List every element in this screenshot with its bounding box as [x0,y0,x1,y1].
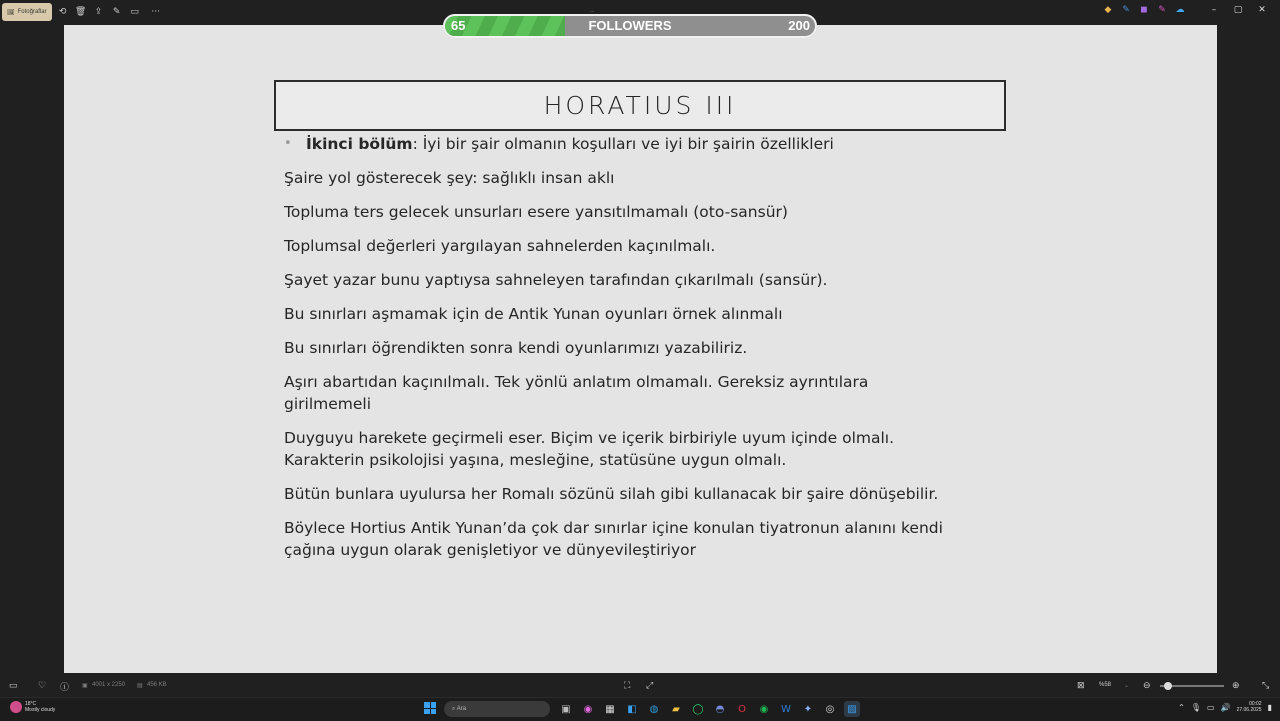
start-button[interactable] [424,702,436,714]
share-icon[interactable]: ⇪ [94,7,103,17]
slide-paragraph: Bu sınırları aşmamak için de Antik Yunan oyunları örnek alınmalı [284,305,783,323]
actual-size-icon[interactable]: ⊠ [1077,680,1085,690]
bullet-text [306,133,834,155]
network-icon[interactable]: ▭ [1207,702,1215,712]
slide-title-box [274,80,1006,131]
tray-app-icon[interactable]: ◼ [1140,5,1148,15]
clock-date: 27.06.2025 [1236,707,1262,713]
zoom-slider-thumb[interactable] [1164,682,1172,690]
tray-app-icon[interactable]: ◆ [1104,5,1112,15]
slide-paragraph: Toplumsal değerleri yargılayan sahnelerden kaçınılmalı. [284,237,716,255]
whatsapp-icon[interactable]: ◯ [692,703,704,715]
speaker-icon[interactable]: 🔊 [1220,702,1231,712]
followers-target: 200 [788,18,810,33]
expand-icon[interactable]: ⤡ [1262,680,1270,690]
followers-label: FOLLOWERS [588,18,672,33]
slide-paragraph: Böylece Hortius Antik Yunan’da çok dar sınırlar içine konulan tiyatronun alanını kendi çağına uygun olarak genişletiyor ve dünyevileştiriyor [284,519,943,559]
clock[interactable] [1237,701,1262,713]
search-icon: ⌕ [452,706,457,712]
image-dimensions: 4001 x 2250 [92,682,126,688]
slide-paragraph: Şayet yazar bunu yaptıysa sahneleyen tarafından çıkarılmalı (sansür). [284,271,828,289]
zoom-out-icon[interactable]: ⊖ [1143,680,1151,690]
image-viewer[interactable] [0,25,1280,673]
info-icon[interactable]: ⓘ [60,682,70,692]
photos-app-icon: 🖼 [7,9,15,16]
weather-temperature: 18°C [25,701,37,707]
slide-content [284,133,1004,573]
slide-title: HORATIUS III [543,91,737,120]
show-hidden-icons[interactable]: ⌃ [1178,702,1185,712]
zoom-in-icon[interactable]: ⊕ [1232,680,1240,690]
slide-paragraph: Şaire yol gösterecek şey: sağlıklı insan aklı [284,169,615,187]
slide [64,25,1217,673]
maximize-button[interactable]: ▢ [1233,5,1243,15]
slide-paragraph: Bu sınırları öğrendikten sonra kendi oyunlarımızı yazabiliriz. [284,339,748,357]
search-placeholder: Ara [456,706,467,712]
bullet-rest: : İyi bir şair olmanın koşulları ve iyi bir şairin özellikleri [412,135,834,153]
system-tray [1178,701,1272,713]
followers-progress-bar [443,14,817,38]
taskbar [0,697,1280,721]
file-explorer-icon[interactable]: ▰ [672,703,680,715]
slide-paragraph: Duyguyu harekete geçirmeli eser. Biçim ve içerik birbiriyle uyum içinde olmalı. Karakterin psikolojisi yaşına, mesleğine, statüsüne uygun olmalı. [284,429,895,469]
delete-icon[interactable]: 🗑 [74,7,87,17]
notifications-icon[interactable]: ▮ [1267,702,1272,712]
zoom-dropdown-icon[interactable]: ⌄ [1124,683,1130,689]
status-bar [0,675,1280,695]
discord-icon[interactable]: ◓ [715,703,725,715]
widgets-icon[interactable]: ▦ [605,703,615,715]
file-size: 456 KB [147,682,167,688]
file-name: ... [590,8,595,14]
spotify-icon[interactable]: ◉ [759,703,769,715]
weather-widget[interactable] [10,701,55,713]
image-icon: ▣ [82,683,88,689]
photos-icon[interactable]: ▨ [844,701,860,717]
app-icon[interactable]: ✦ [803,703,813,715]
app-name: Fotoğraflar [17,9,47,15]
clock-time: 00:02 [1249,701,1262,707]
microphone-icon[interactable]: 🎙 [1190,702,1202,712]
file-icon: ▤ [137,683,143,689]
fit-screen-icon[interactable]: ⛶ [624,680,631,690]
close-button[interactable]: ✕ [1258,5,1266,15]
taskbar-search[interactable] [444,701,550,717]
favorite-icon[interactable]: ♡ [38,680,47,690]
edit-icon[interactable]: ✎ [112,7,121,17]
obs-icon[interactable]: ◎ [825,703,835,715]
slide-paragraph: Bütün bunlara uyulursa her Romalı sözünü silah gibi kullanacak bir şaire dönüşebilir. [284,485,939,503]
filmstrip-icon[interactable]: ▭ [9,680,18,690]
slide-paragraph: Aşırı abartıdan kaçınılmalı. Tek yönlü anlatım olmamalı. Gereksiz ayrıntılara girilmemeli [284,373,869,413]
store-icon[interactable]: ◧ [627,703,637,715]
pinned-apps [558,701,860,717]
task-view-icon[interactable]: ▣ [561,703,571,715]
fullscreen-icon[interactable]: ⤢ [646,680,654,690]
bullet-bold: İkinci bölüm [306,135,413,153]
slide-paragraph: Topluma ters gelecek unsurları esere yansıtılmamalı (oto-sansür) [284,203,788,221]
minimize-button[interactable]: – [1211,5,1217,15]
cloud-icon[interactable]: ☁ [1175,5,1185,15]
weather-icon [10,701,22,713]
tray-app-icon[interactable]: ✎ [1122,5,1130,15]
zoom-level[interactable]: %58 [1099,682,1112,688]
copilot-icon[interactable]: ◉ [583,703,593,715]
bullet-item [284,133,1004,155]
edge-icon[interactable]: ◍ [649,703,659,715]
word-icon[interactable]: W [781,703,791,715]
bullet-icon: • [284,136,292,151]
followers-current: 65 [451,18,466,33]
more-options-icon[interactable]: ··· [151,7,160,17]
opera-icon[interactable]: O [738,703,746,715]
slideshow-icon[interactable]: ▭ [130,7,139,17]
tray-app-icon[interactable]: ✎ [1158,5,1166,15]
rotate-icon[interactable]: ⟲ [58,7,67,17]
app-button[interactable] [2,3,52,21]
weather-description: Mostly cloudy [25,707,56,713]
